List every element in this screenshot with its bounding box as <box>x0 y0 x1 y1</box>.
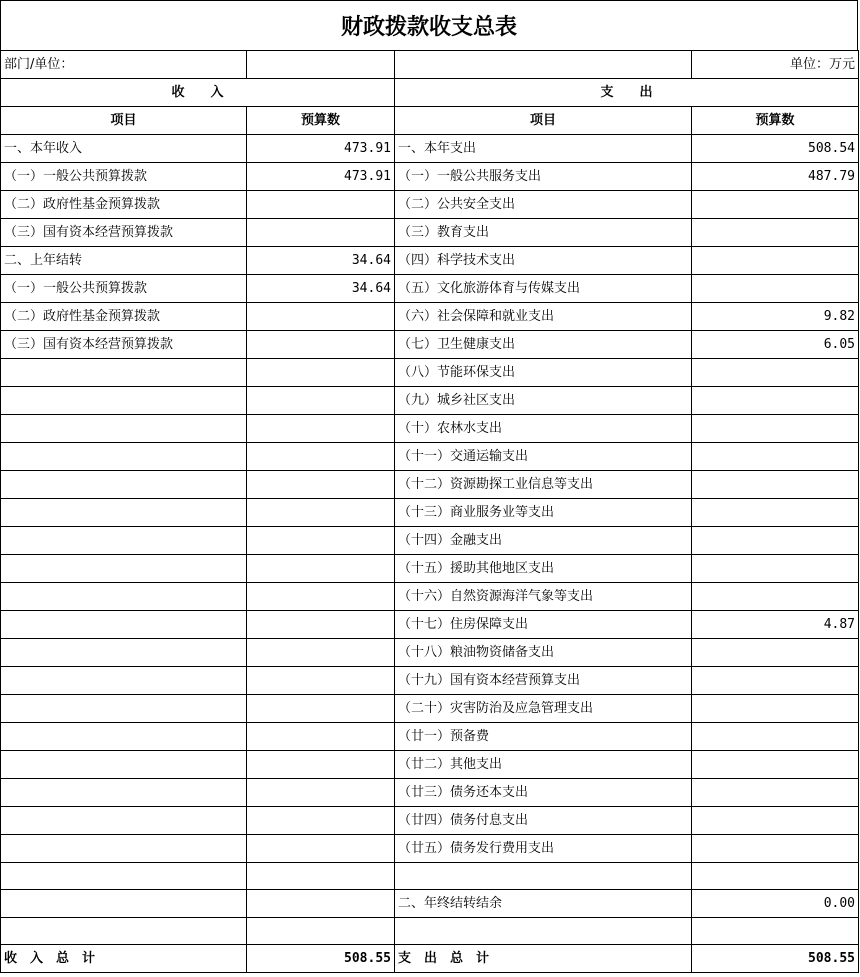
table-row <box>1 415 859 443</box>
table-row <box>1 555 859 583</box>
expense-item-cell[interactable]: （十七）住房保障支出 <box>395 611 692 639</box>
table-row <box>1 331 859 359</box>
income-item-cell[interactable] <box>1 555 247 583</box>
income-item-cell[interactable]: 一、本年收入 <box>1 135 247 163</box>
income-item-cell[interactable] <box>1 667 247 695</box>
expense-item-cell[interactable]: （廿四）债务付息支出 <box>395 807 692 835</box>
income-value-cell[interactable] <box>247 611 395 639</box>
expense-item-cell[interactable]: （八）节能环保支出 <box>395 359 692 387</box>
table-row <box>1 191 859 219</box>
income-value-cell[interactable] <box>247 807 395 835</box>
table-row <box>1 275 859 303</box>
expense-value-cell[interactable] <box>692 471 859 499</box>
income-value-cell[interactable] <box>247 835 395 863</box>
expense-value-cell[interactable] <box>692 863 859 890</box>
expense-item-cell[interactable]: 一、本年支出 <box>395 135 692 163</box>
expense-item-cell[interactable]: （十四）金融支出 <box>395 527 692 555</box>
income-value-cell[interactable]: 34.64 <box>247 247 395 275</box>
expense-value-cell[interactable] <box>692 667 859 695</box>
income-item-header: 项目 <box>1 107 247 135</box>
income-item-cell[interactable]: （二）政府性基金预算拨款 <box>1 191 247 219</box>
expense-item-cell[interactable]: （十三）商业服务业等支出 <box>395 499 692 527</box>
expense-item-cell[interactable]: （十一）交通运输支出 <box>395 443 692 471</box>
income-budget-header: 预算数 <box>247 107 395 135</box>
expense-value-cell[interactable] <box>692 555 859 583</box>
table-row <box>1 471 859 499</box>
expense-item-cell[interactable]: （六）社会保障和就业支出 <box>395 303 692 331</box>
expense-item-cell[interactable]: （四）科学技术支出 <box>395 247 692 275</box>
expense-item-cell[interactable]: （廿三）债务还本支出 <box>395 779 692 807</box>
expense-value-cell[interactable] <box>692 723 859 751</box>
income-value-cell[interactable] <box>247 415 395 443</box>
expense-value-cell[interactable] <box>692 387 859 415</box>
income-item-cell[interactable] <box>1 527 247 555</box>
income-item-cell[interactable]: （三）国有资本经营预算拨款 <box>1 219 247 247</box>
expense-item-cell[interactable]: （五）文化旅游体育与传媒支出 <box>395 275 692 303</box>
income-item-cell[interactable] <box>1 890 247 918</box>
table-row <box>1 219 859 247</box>
table-row <box>1 163 859 191</box>
expense-value-cell[interactable] <box>692 918 859 945</box>
column-header-row <box>1 107 859 135</box>
expense-item-cell[interactable]: （九）城乡社区支出 <box>395 387 692 415</box>
expense-value-cell[interactable] <box>692 807 859 835</box>
income-value-cell[interactable]: 473.91 <box>247 163 395 191</box>
expense-item-cell[interactable]: （廿二）其他支出 <box>395 751 692 779</box>
income-value-cell[interactable] <box>247 863 395 890</box>
expense-item-cell[interactable]: （三）教育支出 <box>395 219 692 247</box>
dept-value-cell[interactable] <box>247 51 395 79</box>
income-value-cell[interactable] <box>247 890 395 918</box>
income-value-cell[interactable] <box>247 779 395 807</box>
income-item-cell[interactable]: （一）一般公共预算拨款 <box>1 163 247 191</box>
expense-value-cell[interactable] <box>692 527 859 555</box>
page-title: 财政拨款收支总表 <box>0 0 858 50</box>
table-row <box>1 611 859 639</box>
income-value-cell[interactable] <box>247 667 395 695</box>
income-item-cell[interactable] <box>1 863 247 890</box>
expense-item-cell[interactable] <box>395 918 692 945</box>
expense-value-cell[interactable]: 9.82 <box>692 303 859 331</box>
table-row <box>1 779 859 807</box>
income-item-cell[interactable]: （一）一般公共预算拨款 <box>1 275 247 303</box>
budget-table <box>0 50 859 973</box>
table-row <box>1 387 859 415</box>
expense-item-cell[interactable]: （十九）国有资本经营预算支出 <box>395 667 692 695</box>
income-value-cell[interactable] <box>247 751 395 779</box>
expense-value-cell[interactable]: 4.87 <box>692 611 859 639</box>
income-item-cell[interactable] <box>1 443 247 471</box>
expense-item-cell[interactable]: （廿一）预备费 <box>395 723 692 751</box>
income-value-cell[interactable] <box>247 471 395 499</box>
expense-value-cell[interactable]: 487.79 <box>692 163 859 191</box>
income-value-cell[interactable] <box>247 695 395 723</box>
expense-value-cell[interactable] <box>692 415 859 443</box>
income-value-cell[interactable]: 34.64 <box>247 275 395 303</box>
income-value-cell[interactable] <box>247 918 395 945</box>
expense-item-cell[interactable]: （廿五）债务发行费用支出 <box>395 835 692 863</box>
income-value-cell[interactable] <box>247 555 395 583</box>
income-item-cell[interactable] <box>1 387 247 415</box>
expense-item-cell[interactable]: （二）公共安全支出 <box>395 191 692 219</box>
income-value-cell[interactable] <box>247 331 395 359</box>
expense-item-cell[interactable]: （十五）援助其他地区支出 <box>395 555 692 583</box>
table-row <box>1 247 859 275</box>
expense-total-label: 支 出 总 计 <box>395 945 692 973</box>
income-item-cell[interactable]: 二、上年结转 <box>1 247 247 275</box>
table-row <box>1 639 859 667</box>
income-value-cell[interactable] <box>247 443 395 471</box>
expense-item-cell[interactable]: （十六）自然资源海洋气象等支出 <box>395 583 692 611</box>
expense-value-cell[interactable] <box>692 191 859 219</box>
expense-value-cell[interactable]: 0.00 <box>692 890 859 918</box>
income-item-cell[interactable] <box>1 611 247 639</box>
expense-budget-header: 预算数 <box>692 107 859 135</box>
expense-value-cell[interactable] <box>692 695 859 723</box>
income-value-cell[interactable] <box>247 359 395 387</box>
table-row <box>1 499 859 527</box>
table-row <box>1 695 859 723</box>
income-header: 收 入 <box>1 79 395 107</box>
income-item-cell[interactable]: （三）国有资本经营预算拨款 <box>1 331 247 359</box>
income-item-cell[interactable] <box>1 415 247 443</box>
table-row <box>1 723 859 751</box>
income-total-label: 收 入 总 计 <box>1 945 247 973</box>
expense-item-cell[interactable]: （七）卫生健康支出 <box>395 331 692 359</box>
income-value-cell[interactable] <box>247 387 395 415</box>
income-value-cell[interactable] <box>247 303 395 331</box>
expense-value-cell[interactable] <box>692 499 859 527</box>
expense-item-cell[interactable]: （十二）资源勘探工业信息等支出 <box>395 471 692 499</box>
income-item-cell[interactable] <box>1 695 247 723</box>
income-value-cell[interactable] <box>247 639 395 667</box>
section-header-row <box>1 79 859 107</box>
income-item-cell[interactable]: （二）政府性基金预算拨款 <box>1 303 247 331</box>
expense-item-cell[interactable] <box>395 863 692 890</box>
income-item-cell[interactable] <box>1 359 247 387</box>
expense-value-cell[interactable] <box>692 779 859 807</box>
income-value-cell[interactable] <box>247 219 395 247</box>
income-item-cell[interactable] <box>1 807 247 835</box>
expense-value-cell[interactable] <box>692 275 859 303</box>
table-row <box>1 359 859 387</box>
blank-cell[interactable] <box>395 51 692 79</box>
table-row <box>1 303 859 331</box>
income-item-cell[interactable] <box>1 583 247 611</box>
income-item-cell[interactable] <box>1 835 247 863</box>
income-value-cell[interactable] <box>247 499 395 527</box>
expense-item-header: 项目 <box>395 107 692 135</box>
table-row <box>1 527 859 555</box>
table-row <box>1 583 859 611</box>
unit-label: 单位：万元 <box>692 51 859 79</box>
table-row <box>1 751 859 779</box>
table-row <box>1 835 859 863</box>
income-item-cell[interactable] <box>1 723 247 751</box>
table-row <box>1 863 859 890</box>
income-value-cell[interactable] <box>247 527 395 555</box>
income-total-value: 508.55 <box>247 945 395 973</box>
income-item-cell[interactable] <box>1 499 247 527</box>
expense-header: 支 出 <box>395 79 859 107</box>
expense-value-cell[interactable] <box>692 639 859 667</box>
expense-total-value: 508.55 <box>692 945 859 973</box>
expense-item-cell[interactable]: （二十）灾害防治及应急管理支出 <box>395 695 692 723</box>
table-row <box>1 443 859 471</box>
expense-value-cell[interactable] <box>692 751 859 779</box>
income-item-cell[interactable] <box>1 779 247 807</box>
expense-item-cell[interactable]: （一）一般公共服务支出 <box>395 163 692 191</box>
table-row <box>1 890 859 918</box>
income-value-cell[interactable]: 473.91 <box>247 135 395 163</box>
expense-value-cell[interactable]: 6.05 <box>692 331 859 359</box>
table-row <box>1 135 859 163</box>
dept-label: 部门/单位： <box>1 51 247 79</box>
income-value-cell[interactable] <box>247 583 395 611</box>
income-item-cell[interactable] <box>1 751 247 779</box>
expense-value-cell[interactable]: 508.54 <box>692 135 859 163</box>
expense-item-cell[interactable]: 二、年终结转结余 <box>395 890 692 918</box>
income-value-cell[interactable] <box>247 723 395 751</box>
table-row <box>1 667 859 695</box>
dept-row <box>1 51 859 79</box>
table-row <box>1 918 859 945</box>
expense-value-cell[interactable] <box>692 443 859 471</box>
expense-value-cell[interactable] <box>692 359 859 387</box>
expense-value-cell[interactable] <box>692 583 859 611</box>
table-row <box>1 807 859 835</box>
expense-item-cell[interactable]: （十八）粮油物资储备支出 <box>395 639 692 667</box>
total-row <box>1 945 859 973</box>
expense-value-cell[interactable] <box>692 219 859 247</box>
income-item-cell[interactable] <box>1 918 247 945</box>
expense-value-cell[interactable] <box>692 835 859 863</box>
expense-item-cell[interactable]: （十）农林水支出 <box>395 415 692 443</box>
income-item-cell[interactable] <box>1 639 247 667</box>
income-value-cell[interactable] <box>247 191 395 219</box>
income-item-cell[interactable] <box>1 471 247 499</box>
expense-value-cell[interactable] <box>692 247 859 275</box>
